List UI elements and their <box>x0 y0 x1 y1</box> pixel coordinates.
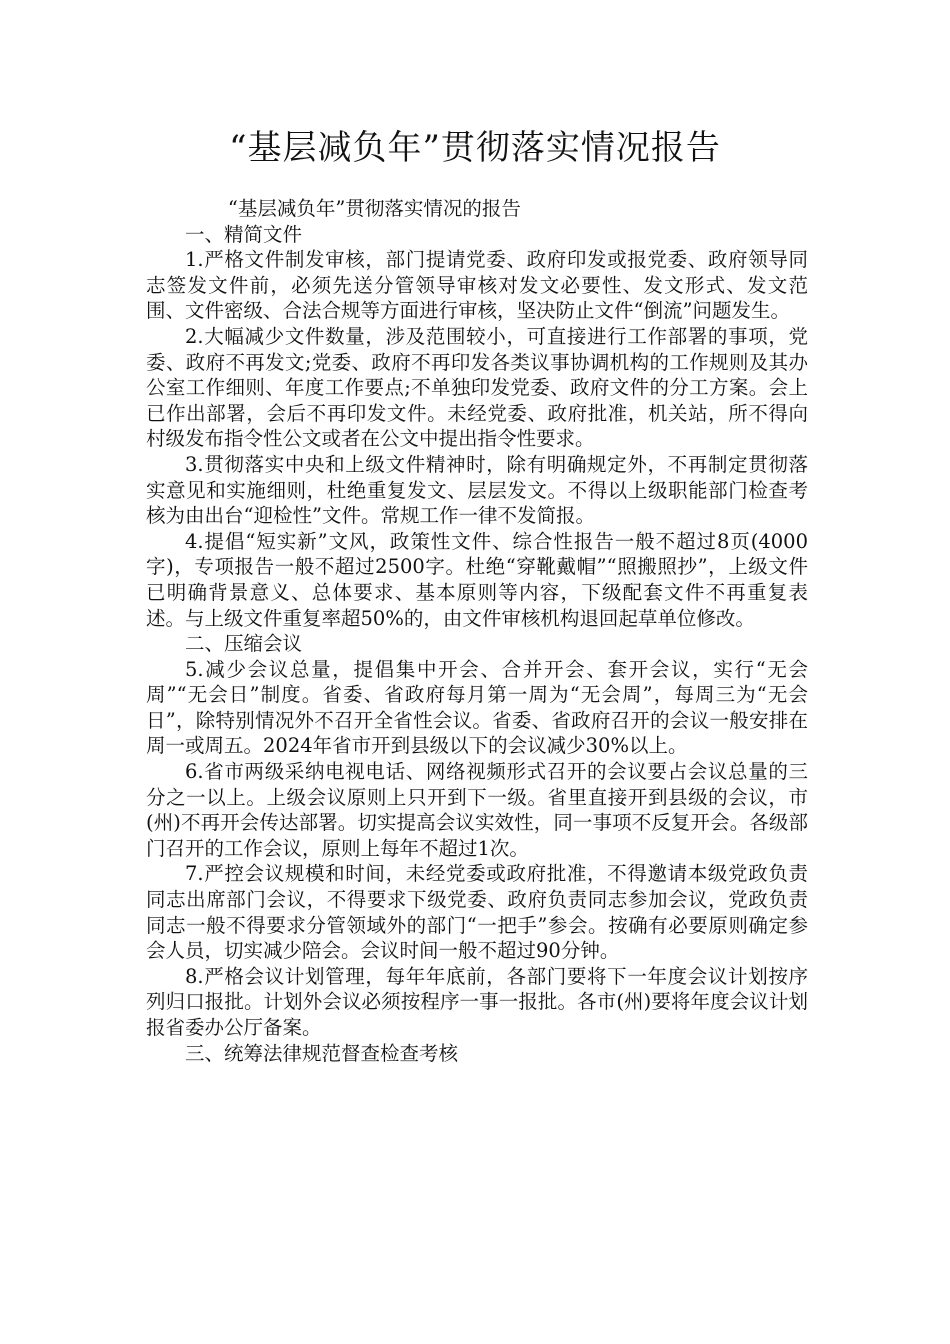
document-title: “基层减负年”贯彻落实情况报告 <box>229 128 721 168</box>
paragraph-6: 6.省市两级采纳电视电话、网络视频形式召开的会议要占会议总量的三分之一以上。上级会议原则上只开到下一级。省里直接开到县级的会议，市(州)不再开会传达部署。切实提高会议实效性，同一事项不反复开会。各级部门召开的工作会议，原则上每年不超过1次。 <box>146 760 808 860</box>
paragraph-1: 1.严格文件制发审核，部门提请党委、政府印发或报党委、政府领导同志签发文件前，必须先送分管领导审核对发文必要性、发文形式、发文范围、文件密级、合法合规等方面进行审核，坚决防止文件“倒流”问题发生。 <box>146 248 808 323</box>
section-heading-3: 三、统筹法律规范督查检查考核 <box>185 1041 459 1065</box>
section-heading-2: 二、压缩会议 <box>185 632 303 656</box>
paragraph-8: 8.严格会议计划管理，每年年底前，各部门要将下一年度会议计划按序列归口报批。计划外会议必须按程序一事一报批。各市(州)要将年度会议计划报省委办公厅备案。 <box>146 964 808 1039</box>
document-subtitle: “基层减负年”贯彻落实情况的报告 <box>227 197 521 220</box>
paragraph-4: 4.提倡“短实新”文风，政策性文件、综合性报告一般不超过8页(4000字)，专项报告一般不超过2500字。杜绝“穿靴戴帽”“照搬照抄”，上级文件已明确背景意义、总体要求、基本原则等内容，下级配套文件不再重复表述。与上级文件重复率超50%的，由文件审核机构退回起草单位修改。 <box>146 529 808 630</box>
section-heading-1: 一、精简文件 <box>185 222 303 246</box>
paragraph-7: 7.严控会议规模和时间，未经党委或政府批准，不得邀请本级党政负责同志出席部门会议，不得要求下级党委、政府负责同志参加会议，党政负责同志一般不得要求分管领域外的部门“一把手”参会。按确有必要原则确定参会人员，切实减少陪会。会议时间一般不超过90分钟。 <box>146 862 808 963</box>
paragraph-2: 2.大幅减少文件数量，涉及范围较小，可直接进行工作部署的事项，党委、政府不再发文;党委、政府不再印发各类议事协调机构的工作规则及其办公室工作细则、年度工作要点;不单独印发党委、政府文件的分工方案。会上已作出部署，会后不再印发文件。未经党委、政府批准，机关站，所不得向村级发布指令性公文或者在公文中提出指令性要求。 <box>146 324 808 451</box>
paragraph-5: 5.减少会议总量，提倡集中开会、合并开会、套开会议，实行“无会周”“无会日”制度。省委、省政府每月第一周为“无会周”，每周三为“无会日”，除特别情况外不召开全省性会议。省委、省政府召开的会议一般安排在周一或周五。2024年省市开到县级以下的会议减少30%以上。 <box>146 657 808 758</box>
document-body <box>146 196 808 1066</box>
paragraph-3: 3.贯彻落实中央和上级文件精神时，除有明确规定外，不再制定贯彻落实意见和实施细则，杜绝重复发文、层层发文。不得以上级职能部门检查考核为由出台“迎检性”文件。常规工作一律不发简报。 <box>146 452 808 528</box>
